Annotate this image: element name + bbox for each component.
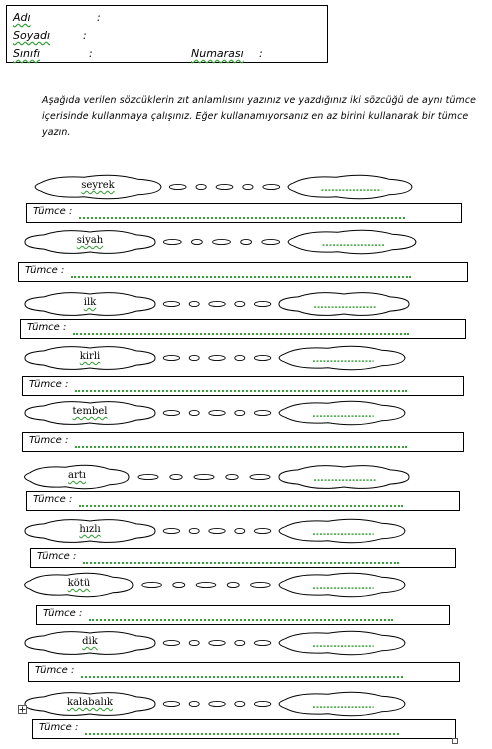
surname-colon: : <box>83 29 87 42</box>
sentence-writing-line[interactable] <box>71 276 411 278</box>
sentence-writing-line[interactable] <box>89 619 393 621</box>
connector-dashes <box>160 299 274 309</box>
sentence-label: Tümce : <box>43 608 83 619</box>
sentence-label: Tümce : <box>33 206 73 217</box>
given-word: kirli <box>79 351 101 362</box>
answer-cloud[interactable] <box>276 691 408 717</box>
answer-cloud[interactable] <box>276 572 408 598</box>
connector-dashes <box>160 353 274 363</box>
given-word: seyrek <box>81 180 115 191</box>
name-label: Adı <box>13 11 31 24</box>
given-word: kalabalık <box>66 697 113 708</box>
connector-dashes <box>160 638 274 648</box>
sentence-box[interactable] <box>28 662 460 682</box>
given-word: ilk <box>83 297 97 308</box>
connector-dashes <box>160 237 283 247</box>
connector-dashes <box>160 408 274 418</box>
sentence-box[interactable] <box>22 376 464 396</box>
sentence-box[interactable] <box>22 432 464 452</box>
sentence-label: Tümce : <box>29 435 69 446</box>
sentence-writing-line[interactable] <box>81 676 403 678</box>
instructions-text: Aşağıda verilen sözcüklerin zıt anlamlısını yazınız ve yazdığınız iki sözcüğü de aynı tümce içerisinde kullanmaya çalışınız. Eğer kullanamıyorsanız en az birini kullanarak bir tümce yazın. <box>42 95 477 138</box>
sentence-box[interactable] <box>26 203 462 223</box>
sentence-box[interactable] <box>26 491 460 511</box>
sentence-label: Tümce : <box>35 665 75 676</box>
connector-dashes <box>138 580 274 590</box>
answer-cloud[interactable] <box>276 345 408 371</box>
number-colon: : <box>259 47 263 60</box>
answer-cloud[interactable] <box>276 464 412 490</box>
sentence-box[interactable] <box>32 719 456 739</box>
move-handle-icon[interactable] <box>18 705 27 714</box>
answer-cloud[interactable] <box>276 400 408 426</box>
sentence-writing-line[interactable] <box>79 505 403 507</box>
resize-handle-icon[interactable] <box>452 738 458 744</box>
connector-dashes <box>160 699 274 709</box>
answer-cloud[interactable] <box>285 174 415 200</box>
number-label: Numarası <box>191 47 244 60</box>
sentence-label: Tümce : <box>33 494 73 505</box>
given-word: siyah <box>76 235 104 246</box>
sentence-writing-line[interactable] <box>75 390 407 392</box>
sentence-box[interactable] <box>18 262 468 282</box>
answer-cloud[interactable] <box>276 518 408 544</box>
student-info-box <box>6 5 328 63</box>
sentence-label: Tümce : <box>39 722 79 733</box>
sentence-box[interactable] <box>36 605 450 625</box>
given-word: artı <box>68 470 86 481</box>
connector-dashes <box>166 182 283 192</box>
sentence-label: Tümce : <box>29 379 69 390</box>
given-word: hızlı <box>79 524 101 535</box>
sentence-writing-line[interactable] <box>75 446 407 448</box>
name-colon: : <box>97 11 101 24</box>
sentence-label: Tümce : <box>25 265 65 276</box>
sentence-writing-line[interactable] <box>83 562 399 564</box>
sentence-label: Tümce : <box>27 322 67 333</box>
sentence-writing-line[interactable] <box>73 333 409 335</box>
given-word: tembel <box>72 406 108 417</box>
sentence-writing-line[interactable] <box>79 217 405 219</box>
given-word: kötü <box>67 578 91 589</box>
class-colon: : <box>89 47 93 60</box>
answer-cloud[interactable] <box>285 229 419 255</box>
connector-dashes <box>134 472 274 482</box>
given-word: dik <box>82 636 98 647</box>
sentence-box[interactable] <box>30 548 456 568</box>
connector-dashes <box>160 526 274 536</box>
answer-cloud[interactable] <box>276 630 408 656</box>
sentence-box[interactable] <box>20 319 466 339</box>
sentence-writing-line[interactable] <box>85 733 399 735</box>
class-label: Sınıfı <box>13 47 40 60</box>
answer-cloud[interactable] <box>276 291 412 317</box>
surname-label: Soyadı <box>13 29 51 42</box>
sentence-label: Tümce : <box>37 551 77 562</box>
